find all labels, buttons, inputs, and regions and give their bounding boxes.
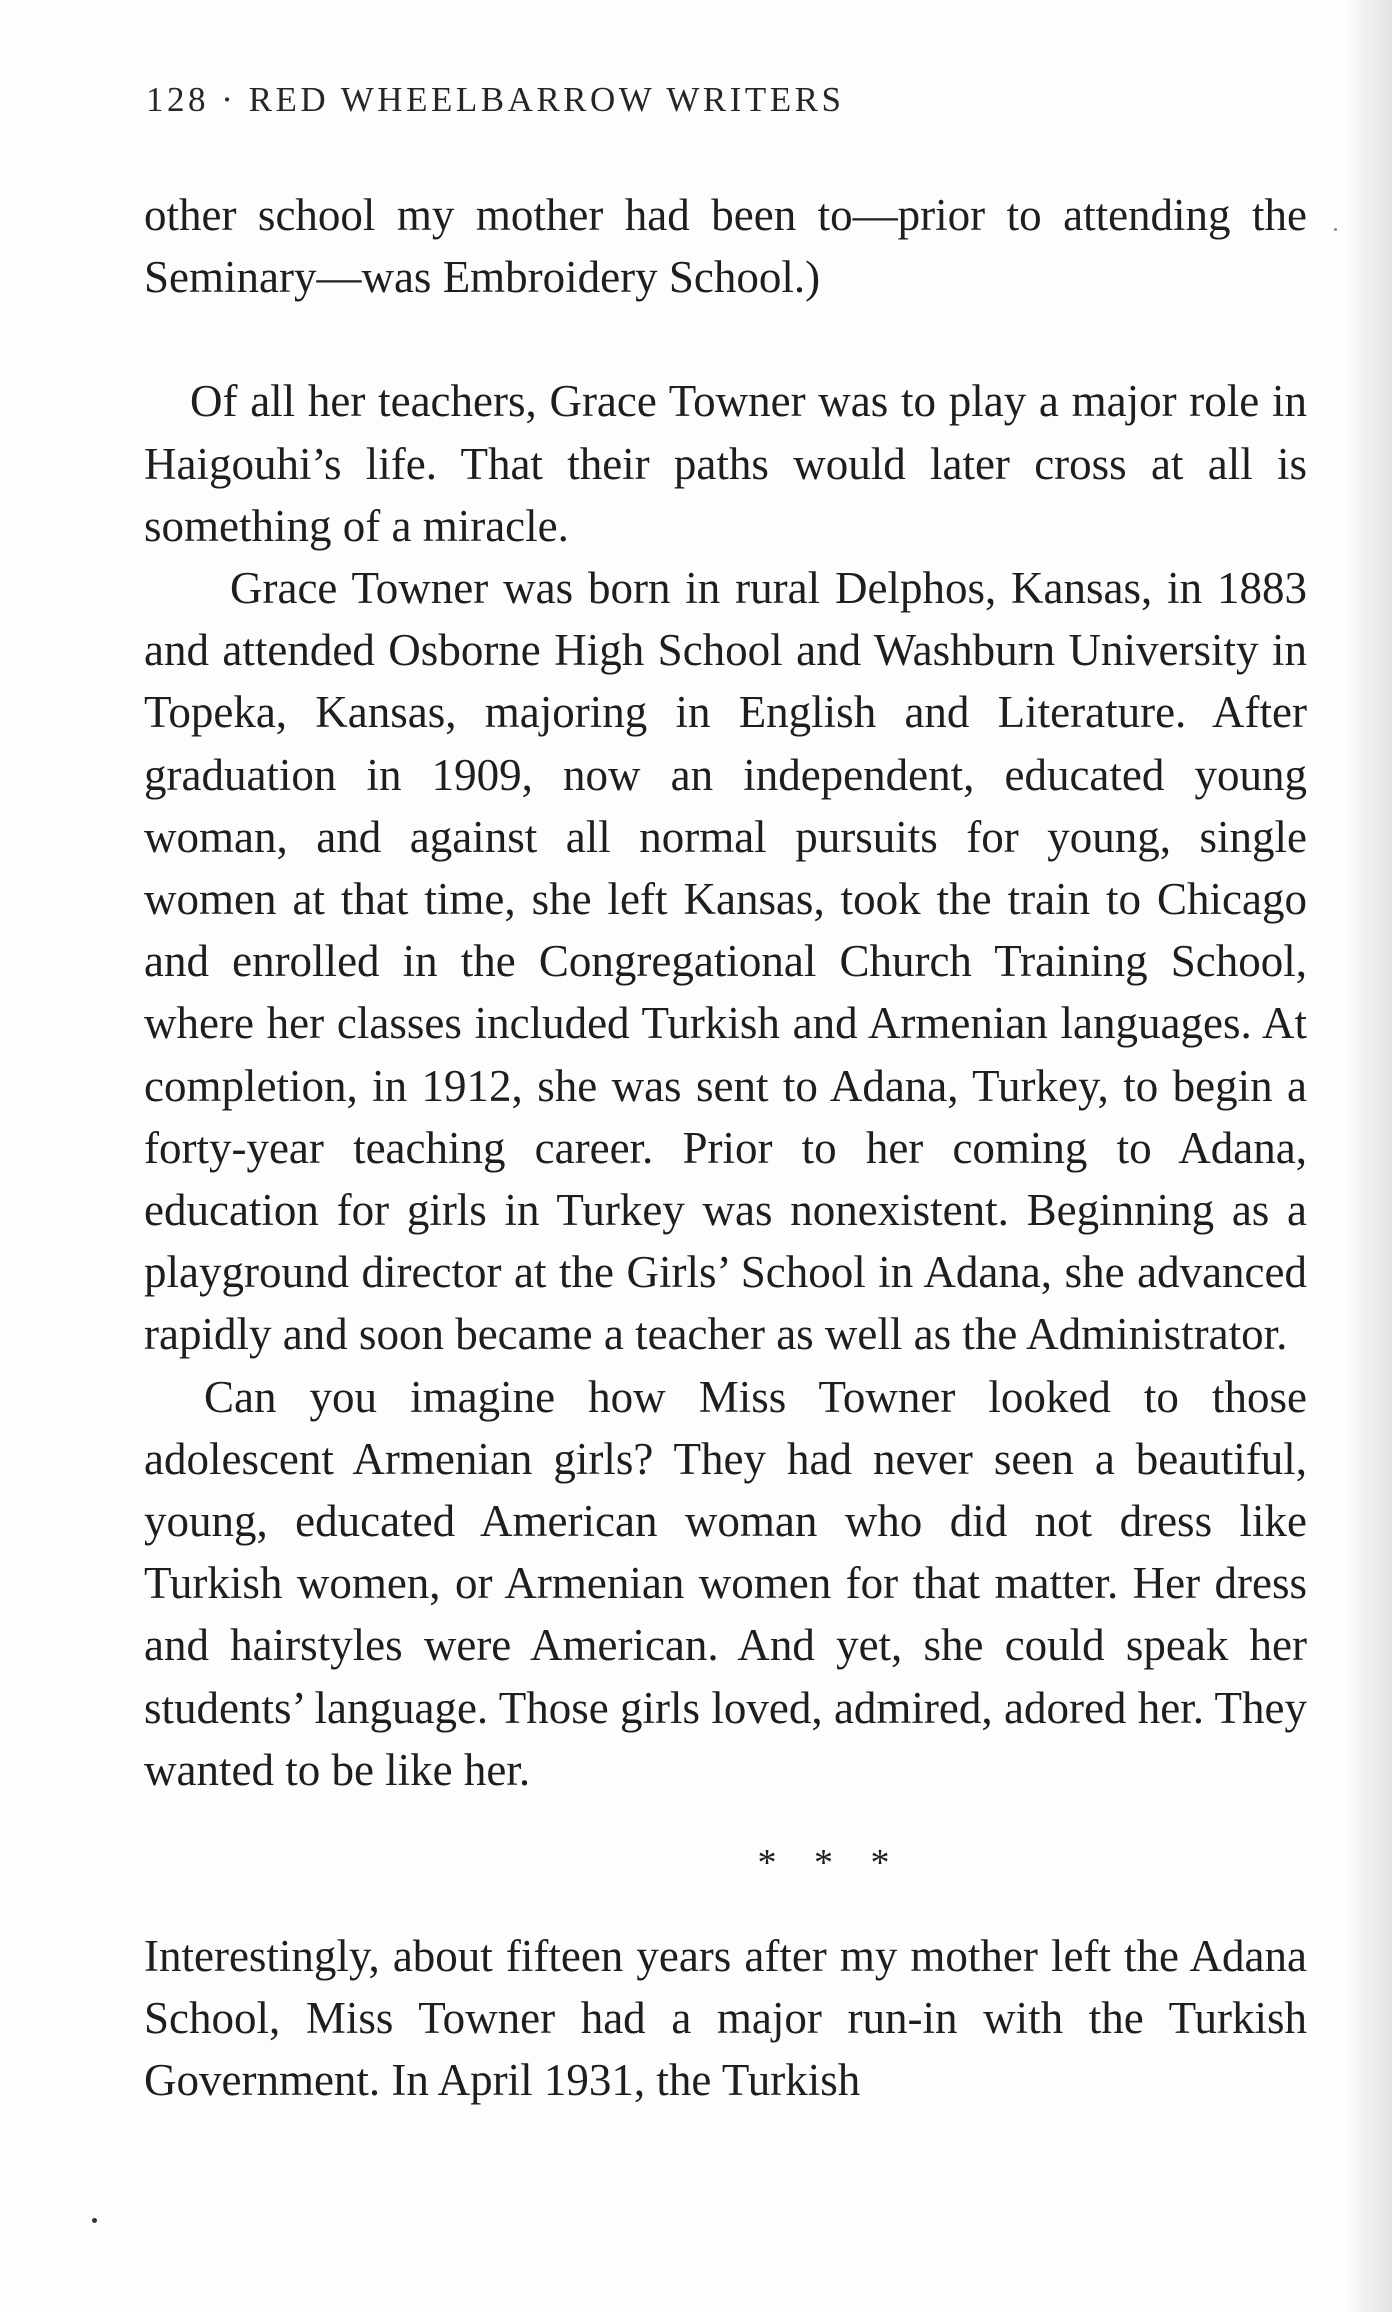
paragraph: Interestingly, about fifteen years after my mother left the Adana School, Miss Towner had a major run-in with the Turkish Government. In April 1931, the Turkish bbox=[144, 1931, 1307, 2106]
scan-speck bbox=[1334, 228, 1337, 231]
section-break-asterisks: * * * bbox=[757, 1842, 904, 1885]
page-body bbox=[144, 184, 1307, 2112]
paragraph-continuation: other school my mother had been to—prior to attending the Seminary—was Embroidery School.) bbox=[144, 190, 1307, 303]
scan-speck bbox=[92, 2218, 97, 2223]
paragraph-gap bbox=[144, 308, 1307, 370]
paragraph: Can you imagine how Miss Towner looked to those adolescent Armenian girls? They had never seen a beautiful, young, educated American woman who did not dress like Turkish women, or Armenian women for that matter. Her dress and hairstyles were American. And yet, she could speak her students’ language. Those girls loved, admired, adored her. They wanted to be like her. bbox=[144, 1371, 1307, 1795]
scan-edge-shadow bbox=[1344, 0, 1392, 2312]
paragraph: Of all her teachers, Grace Towner was to play a major role in Haigouhi’s life. That their paths would later cross at all is something of a miracle. bbox=[144, 376, 1307, 551]
paragraph: Grace Towner was born in rural Delphos, Kansas, in 1883 and attended Osborne High School and Washburn University in Topeka, Kansas, majoring in English and Literature. After graduation in 1909, now an independent, educated young woman, and against all normal pursuits for young, single women at that time, she left Kansas, took the train to Chicago and enrolled in the Congregational Church Training School, where her classes included Turkish and Armenian languages. At completion, in 1912, she was sent to Adana, Turkey, to begin a forty-year teaching career. Prior to her coming to Adana, education for girls in Turkey was nonexistent. Beginning as a playground director at the Girls’ School in Adana, she advanced rapidly and soon became a teacher as well as the Administrator. bbox=[144, 563, 1307, 1360]
running-head: 128 · RED WHEELBARROW WRITERS bbox=[146, 80, 845, 119]
